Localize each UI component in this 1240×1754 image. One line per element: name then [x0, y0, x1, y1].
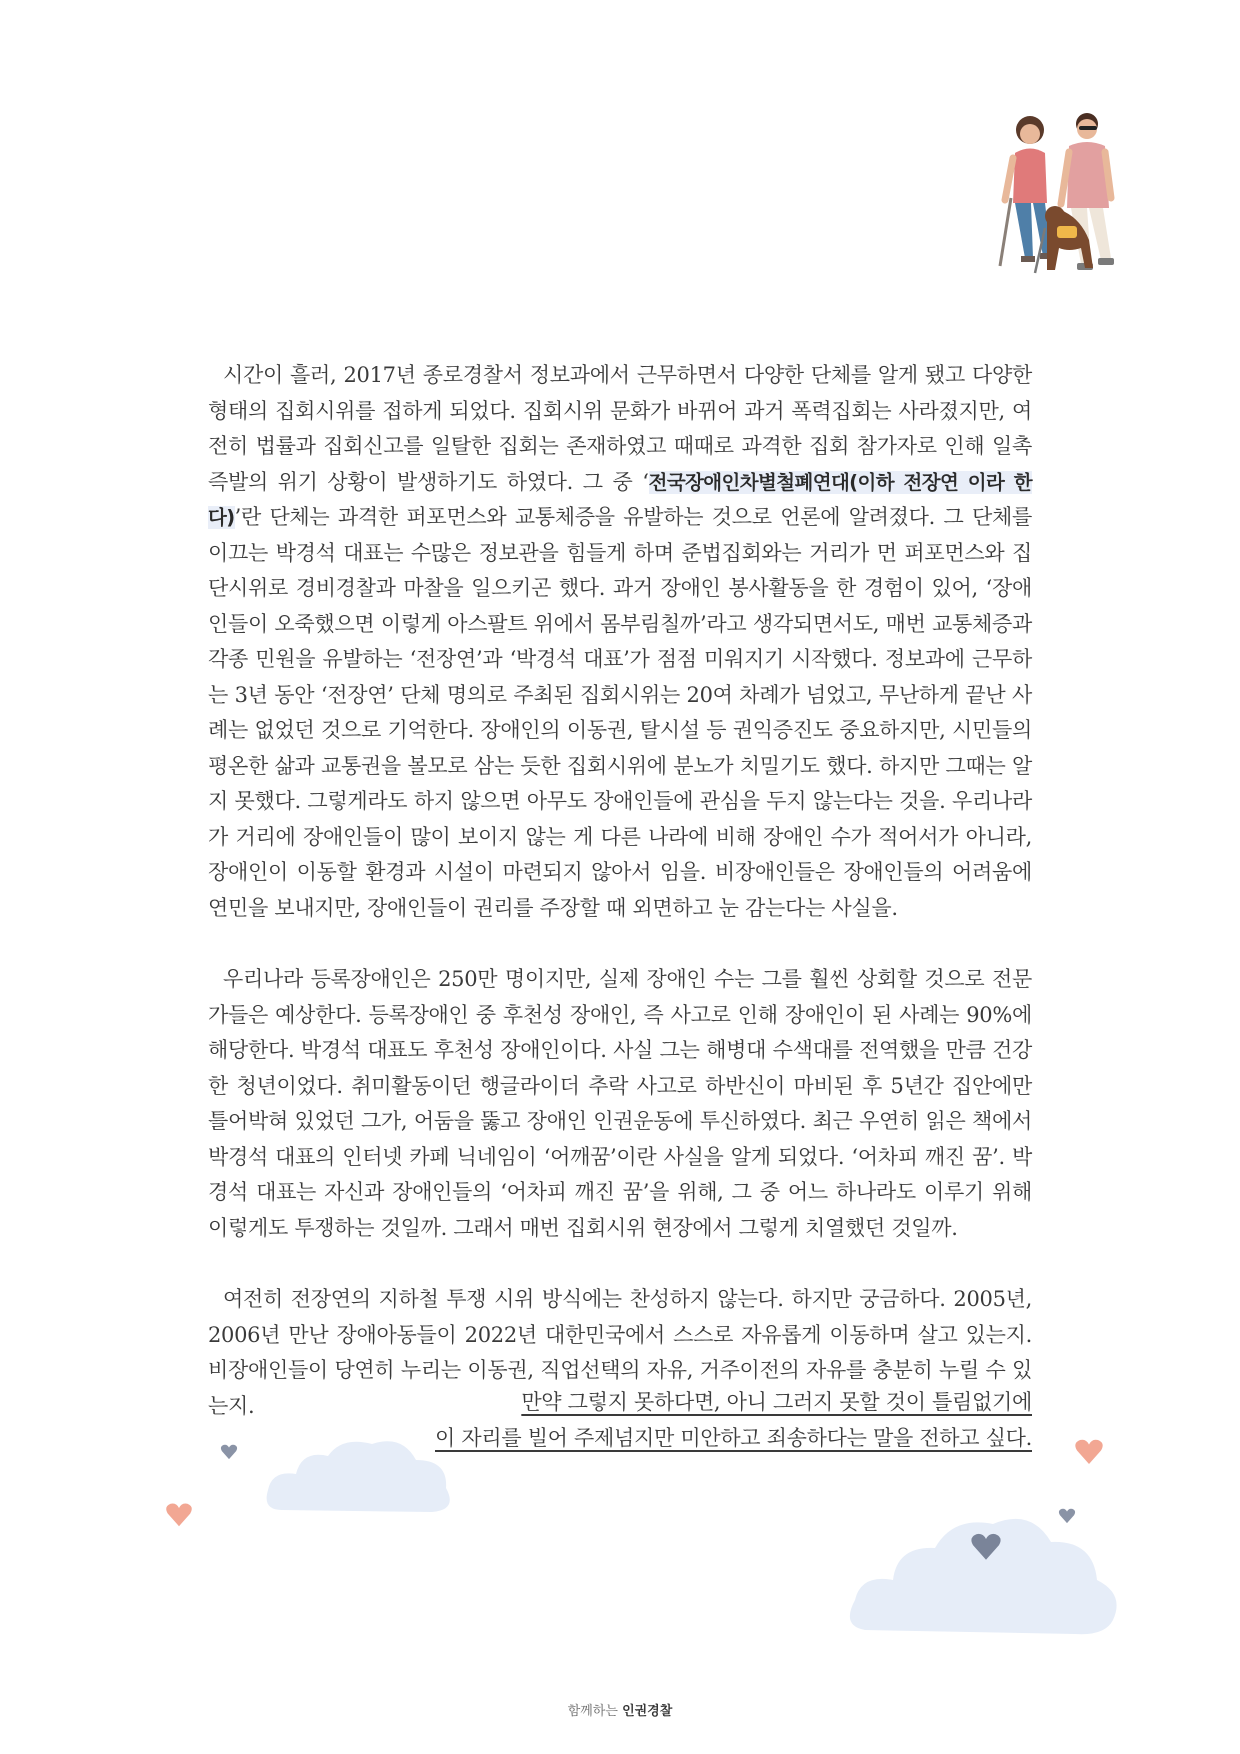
- article-body: [208, 358, 1032, 1460]
- paragraph-2: 우리나라 등록장애인은 250만 명이지만, 실제 장애인 수는 그를 훨씬 상회할 것으로 전문가들은 예상한다. 등록장애인 중 후천성 장애인, 즉 사고로 인해 장애인이 된 사례는 90%에 해당한다. 박경석 대표도 후천성 장애인이다. 사실 그는 해병대 수색대를 전역했을 만큼 건강한 청년이었다. 취미활동이던 행글라이더 추락 사고로 하반신이 마비된 후 5년간 집안에만 틀어박혀 있었던 그가, 어둠을 뚫고 장애인 인권운동에 투신하였다. 최근 우연히 읽은 책에서 박경석 대표의 인터넷 카페 닉네임이 ‘어깨꿈’이란 사실을 알게 되었다. ‘어차피 깨진 꿈’. 박경석 대표는 자신과 장애인들의 ‘어차피 깨진 꿈’을 위해, 그 중 어느 하나라도 이루기 위해 이렇게도 투쟁하는 것일까. 그래서 매번 집회시위 현장에서 그렇게 치열했던 것일까.: [208, 967, 1032, 1240]
- heart-pink-right-icon: [1074, 1438, 1104, 1466]
- cloud-right-decoration: [845, 1490, 1125, 1640]
- paragraph-1-text-after: ’란 단체는 과격한 퍼포먼스와 교통체증을 유발하는 것으로 언론에 알려졌다. 그 단체를 이끄는 박경석 대표는 수많은 정보관을 힘들게 하며 준법집회와는 거리가 먼 퍼포먼스와 집단시위로 경비경찰과 마찰을 일으키곤 했다. 과거 장애인 봉사활동을 한 경험이 있어, ‘장애인들이 오죽했으면 이렇게 아스팔트 위에서 몸부림칠까’라고 생각되면서도, 매번 교통체증과 각종 민원을 유발하는 ‘전장연’과 ‘박경석 대표’가 점점 미워지기 시작했다. 정보과에 근무하는 3년 동안 ‘전장연’ 단체 명의로 주최된 집회시위는 20여 차례가 넘었고, 무난하게 끝난 사례는 없었던 것으로 기억한다. 장애인의 이동권, 탈시설 등 권익증진도 중요하지만, 시민들의 평온한 삶과 교통권을 볼모로 삼는 듯한 집회시위에 분노가 치밀기도 했다. 하지만 그때는 알지 못했다. 그렇게라도 하지 않으면 아무도 장애인들에 관심을 두지 않는다는 것을. 우리나라가 거리에 장애인들이 많이 보이지 않는 게 다른 나라에 비해 장애인 수가 적어서가 아니라, 장애인이 이동할 환경과 시설이 마련되지 않아서 임을. 비장애인들은 장애인들의 어려움에 연민을 보내지만, 장애인들이 권리를 주장할 때 외면하고 눈 감는다는 사실을.: [208, 505, 1032, 920]
- closing-line-1: 만약 그렇지 못하다면, 아니 그러지 못할 것이 틀림없기에: [521, 1390, 1032, 1414]
- guide-dog-walkers-illustration: [985, 108, 1135, 308]
- paragraph-1: [208, 358, 1032, 926]
- paragraph-3: 여전히 전장연의 지하철 투쟁 시위 방식에는 찬성하지 않는다. 하지만 궁금하다. 2005년, 2006년 만난 장애아동들이 2022년 대한민국에서 스스로 자유롭게 이동하며 살고 있는지. 비장애인들이 당연히 누리는 이동권, 직업선택의 자유, 거주이전의 자유를 충분히 누릴 수 있는지.: [208, 1287, 1032, 1418]
- footer-prefix: 함께하는: [567, 1704, 618, 1719]
- organization-name-highlight: 전국장애인차별철폐연대(이하 전장연 이라 한다): [208, 470, 1033, 529]
- closing-line-2: 이 자리를 빌어 주제넘지만 미안하고 죄송하다는 말을 전하고 싶다.: [435, 1426, 1032, 1450]
- heart-pink-left-icon: [165, 1502, 193, 1528]
- heart-gray-large-icon: [970, 1532, 1002, 1562]
- footer-brand: 인권경찰: [622, 1704, 673, 1719]
- paragraph-1-text-before: 시간이 흘러, 2017년 종로경찰서 정보과에서 근무하면서 다양한 단체를 알게 됐고 다양한 형태의 집회시위를 접하게 되었다. 집회시위 문화가 바뀌어 과거 폭력집회는 사라졌지만, 여전히 법률과 집회신고를 일탈한 집회는 존재하였고 때때로 과격한 집회 참가자로 인해 일촉즉발의 위기 상황이 발생하기도 하였다. 그 중 ‘: [208, 363, 1032, 494]
- small-heart-gray-icon: [220, 1444, 238, 1460]
- small-heart-gray-right-icon: [1058, 1508, 1076, 1524]
- closing-statement: [435, 1384, 1032, 1456]
- page-footer: [0, 1700, 1240, 1719]
- cloud-left-decoration: [262, 1430, 462, 1525]
